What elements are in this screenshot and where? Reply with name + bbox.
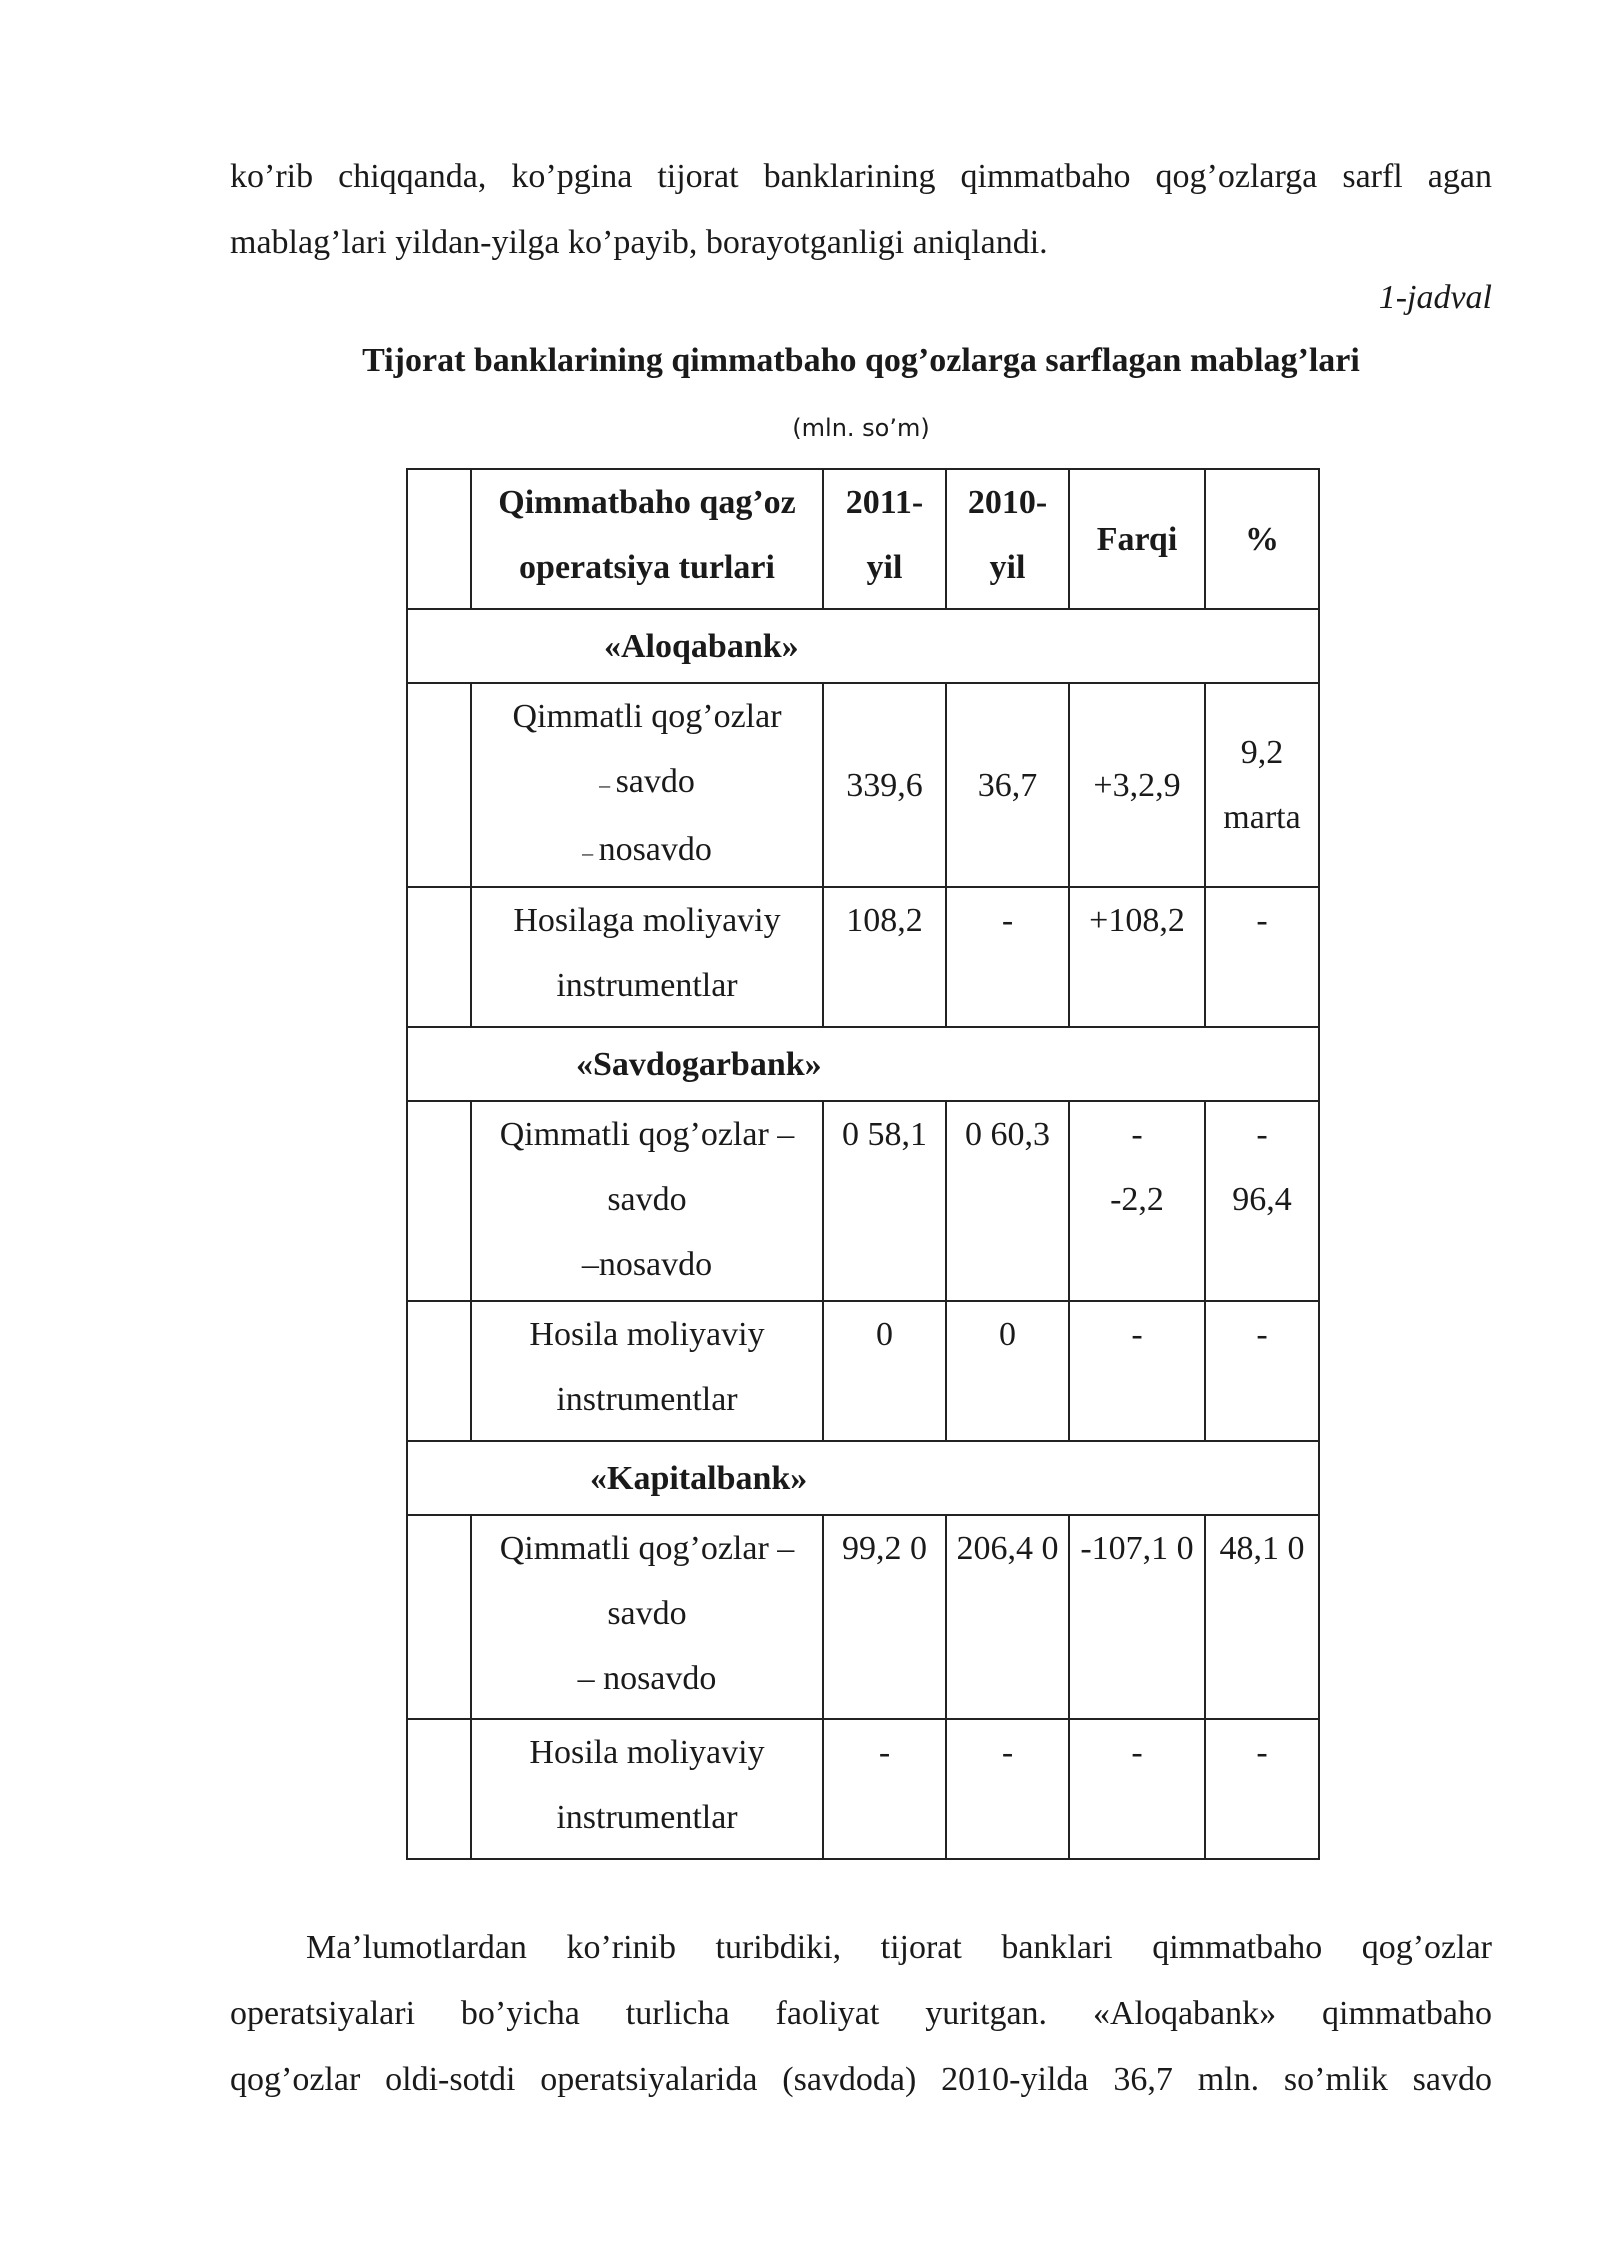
header-2011-line-2: yil xyxy=(866,549,903,586)
header-percent: % xyxy=(1205,469,1319,609)
section-row xyxy=(407,609,1319,683)
percent-line: marta xyxy=(1223,799,1301,836)
value-2010: 0 xyxy=(946,1301,1069,1441)
value-difference xyxy=(1069,1101,1205,1301)
value-percent xyxy=(1205,1101,1319,1301)
type-line: Hosilaga moliyaviy xyxy=(513,902,781,939)
value-difference: - xyxy=(1069,1301,1205,1441)
operation-type-cell xyxy=(471,1719,823,1859)
header-2010-line-1: 2010- xyxy=(967,484,1048,521)
table-row xyxy=(407,1719,1319,1859)
type-line: instrumentlar xyxy=(556,967,738,1004)
header-2010 xyxy=(946,469,1069,609)
table-row xyxy=(407,1301,1319,1441)
value-percent: - xyxy=(1205,887,1319,1027)
section-row xyxy=(407,1027,1319,1101)
value-difference: +3,2,9 xyxy=(1069,683,1205,887)
section-row xyxy=(407,1441,1319,1515)
table-unit: (mln. so’m) xyxy=(792,414,930,442)
section-aloqabank: «Aloqabank» xyxy=(407,609,1319,683)
type-line: instrumentlar xyxy=(556,1799,738,1836)
type-text: savdo xyxy=(615,763,695,800)
header-operation-type xyxy=(471,469,823,609)
value-percent: 48,1 0 xyxy=(1205,1515,1319,1719)
header-difference: Farqi xyxy=(1069,469,1205,609)
table-row xyxy=(407,683,1319,887)
percent-line: 9,2 xyxy=(1240,734,1284,771)
value-difference: - xyxy=(1069,1719,1205,1859)
operation-type-cell xyxy=(471,1101,823,1301)
index-cell xyxy=(407,1515,471,1719)
operation-type-cell xyxy=(471,1515,823,1719)
intro-line-1: ko’rib chiqqanda, ko’pgina tijorat banklarining qimmatbaho qog’ozlarga sarfl agan xyxy=(230,158,1492,195)
intro-line-2: mablag’lari yildan-yilga ko’payib, borayotganligi aniqlandi. xyxy=(230,224,1048,261)
index-cell xyxy=(407,683,471,887)
header-2010-line-2: yil xyxy=(989,549,1026,586)
operation-type-cell xyxy=(471,1301,823,1441)
type-line: Hosila moliyaviy xyxy=(529,1734,765,1771)
table-title: Tijorat banklarining qimmatbaho qog’ozlarga sarflagan mablag’lari xyxy=(362,342,1360,379)
value-2011: 99,2 0 xyxy=(823,1515,946,1719)
operation-type-cell xyxy=(471,683,823,887)
table-number: 1-jadval xyxy=(1378,279,1492,316)
type-text: nosavdo xyxy=(598,831,712,868)
table-header-row xyxy=(407,469,1319,609)
value-2011: 0 58,1 xyxy=(823,1101,946,1301)
value-percent: - xyxy=(1205,1301,1319,1441)
analysis-line-3: qog’ozlar oldi-sotdi operatsiyalarida (savdoda) 2010-yilda 36,7 mln. so’mlik savdo xyxy=(230,2061,1492,2098)
type-line: Qimmatli qog’ozlar xyxy=(512,698,782,735)
header-index-cell xyxy=(407,469,471,609)
analysis-line-2: operatsiyalari bo’yicha turlicha faoliyat yuritgan. «Aloqabank» qimmatbaho xyxy=(230,1995,1492,2032)
type-line: – savdo xyxy=(599,763,695,800)
header-2011-line-1: 2011- xyxy=(845,484,924,521)
index-cell xyxy=(407,1101,471,1301)
securities-table xyxy=(406,468,1320,1860)
value-2010: - xyxy=(946,1719,1069,1859)
index-cell xyxy=(407,1301,471,1441)
analysis-paragraph xyxy=(230,1915,1492,2113)
value-percent xyxy=(1205,683,1319,887)
percent-line: 96,4 xyxy=(1232,1181,1292,1218)
value-difference: +108,2 xyxy=(1069,887,1205,1027)
header-2011 xyxy=(823,469,946,609)
value-2011: 0 xyxy=(823,1301,946,1441)
value-percent: - xyxy=(1205,1719,1319,1859)
table-row xyxy=(407,1515,1319,1719)
analysis-line-1: Ma’lumotlardan ko’rinib turibdiki, tijorat banklari qimmatbaho qog’ozlar xyxy=(306,1929,1492,1966)
header-type-line-1: Qimmatbaho qag’oz xyxy=(498,484,796,521)
index-cell xyxy=(407,1719,471,1859)
type-line: instrumentlar xyxy=(556,1381,738,1418)
value-2010: 206,4 0 xyxy=(946,1515,1069,1719)
value-2011: 339,6 xyxy=(823,683,946,887)
value-2010: - xyxy=(946,887,1069,1027)
type-line: savdo xyxy=(607,1595,687,1632)
type-line: –nosavdo xyxy=(581,1246,713,1283)
value-2010: 36,7 xyxy=(946,683,1069,887)
value-difference: -107,1 0 xyxy=(1069,1515,1205,1719)
intro-paragraph xyxy=(230,144,1492,276)
difference-line: -2,2 xyxy=(1110,1181,1164,1218)
operation-type-cell xyxy=(471,887,823,1027)
type-line: savdo xyxy=(607,1181,687,1218)
section-kapitalbank: «Kapitalbank» xyxy=(407,1441,1319,1515)
type-line: Qimmatli qog’ozlar – xyxy=(499,1530,795,1567)
type-line: Qimmatli qog’ozlar – xyxy=(499,1116,795,1153)
section-savdogarbank: «Savdogarbank» xyxy=(407,1027,1319,1101)
percent-line: - xyxy=(1256,1116,1268,1153)
table-row xyxy=(407,887,1319,1027)
type-line: – nosavdo xyxy=(577,1660,717,1697)
type-line: – nosavdo xyxy=(582,831,712,868)
header-type-line-2: operatsiya turlari xyxy=(519,549,775,586)
value-2011: - xyxy=(823,1719,946,1859)
value-2011: 108,2 xyxy=(823,887,946,1027)
value-2010: 0 60,3 xyxy=(946,1101,1069,1301)
difference-line: - xyxy=(1131,1116,1143,1153)
table-row xyxy=(407,1101,1319,1301)
index-cell xyxy=(407,887,471,1027)
type-line: Hosila moliyaviy xyxy=(529,1316,765,1353)
